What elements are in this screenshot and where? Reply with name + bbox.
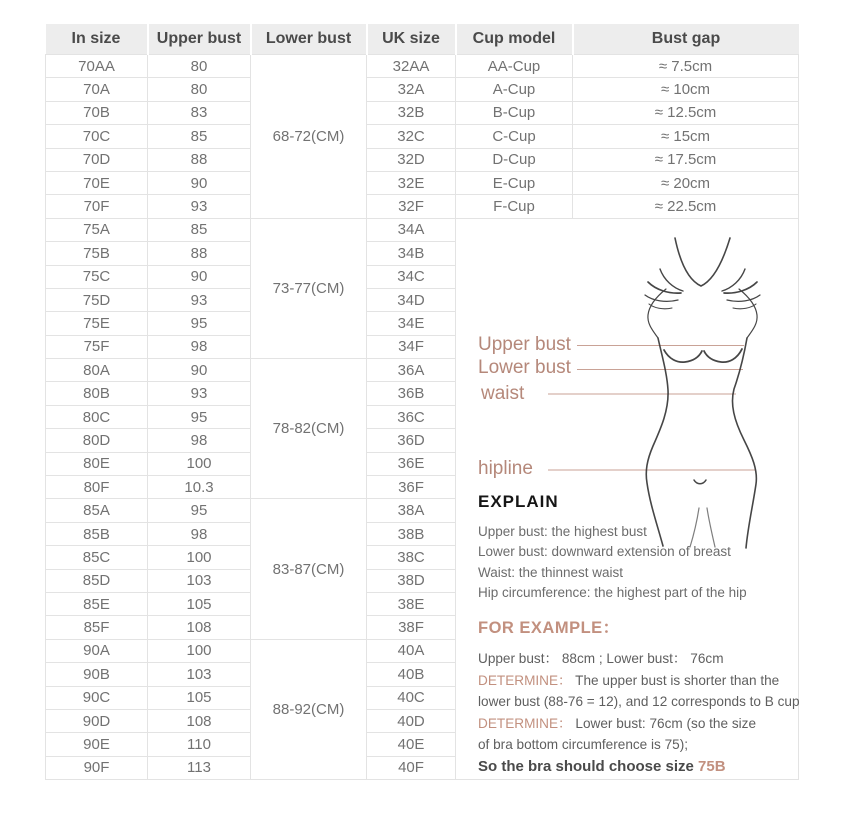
cell-in-size: 90A (46, 639, 148, 662)
cell-uk-size: 32D (367, 148, 456, 171)
cell-upper-bust: 95 (148, 499, 251, 522)
determine-2-line-1 (478, 713, 818, 735)
determine-2-label: DETERMINE： (478, 715, 572, 731)
cell-upper-bust: 88 (148, 148, 251, 171)
cell-uk-size: 36E (367, 452, 456, 475)
cell-uk-size: 34C (367, 265, 456, 288)
cell-lower-bust: 78-82(CM) (251, 359, 367, 499)
col-header-uk-size: UK size (367, 24, 456, 55)
cell-in-size: 85F (46, 616, 148, 639)
conclusion-size: 75B (698, 757, 726, 775)
table-row (46, 55, 799, 78)
cell-lower-bust: 73-77(CM) (251, 218, 367, 358)
cell-uk-size: 38C (367, 546, 456, 569)
cell-lower-bust: 88-92(CM) (251, 639, 367, 779)
cell-bust-gap: ≈ 10cm (573, 78, 799, 101)
label-hipline: hipline (478, 458, 533, 479)
cell-uk-size: 36F (367, 476, 456, 499)
conclusion-text: So the bra should choose size (478, 757, 699, 775)
cell-bust-gap: ≈ 22.5cm (573, 195, 799, 218)
table-row (46, 148, 799, 171)
cell-in-size: 80E (46, 452, 148, 475)
cell-upper-bust: 113 (148, 756, 251, 779)
cell-upper-bust: 93 (148, 288, 251, 311)
cell-in-size: 90D (46, 709, 148, 732)
cell-bust-gap: ≈ 12.5cm (573, 101, 799, 124)
table-header-row (46, 24, 799, 55)
cell-in-size: 70F (46, 195, 148, 218)
example-section (478, 614, 818, 778)
cell-in-size: 80C (46, 405, 148, 428)
cell-upper-bust: 105 (148, 592, 251, 615)
determine-2-text: Lower bust: 76cm (so the size (571, 715, 757, 731)
cell-uk-size: 34E (367, 312, 456, 335)
table-row (46, 78, 799, 101)
cell-in-size: 80A (46, 359, 148, 382)
cell-upper-bust: 80 (148, 78, 251, 101)
cell-uk-size: 40E (367, 733, 456, 756)
cell-in-size: 70AA (46, 55, 148, 78)
cell-upper-bust: 93 (148, 382, 251, 405)
cell-uk-size: 38A (367, 499, 456, 522)
cell-upper-bust: 108 (148, 616, 251, 639)
determine-1-line-1 (478, 670, 818, 692)
explain-line: Lower bust: downward extension of breast (478, 544, 731, 560)
example-measurements: Upper bust： 88cm ; Lower bust： 76cm (478, 651, 724, 666)
label-lower-bust: Lower bust (478, 357, 571, 378)
cell-upper-bust: 105 (148, 686, 251, 709)
cell-in-size: 70A (46, 78, 148, 101)
cell-uk-size: 32F (367, 195, 456, 218)
cell-in-size: 80B (46, 382, 148, 405)
cell-in-size: 70B (46, 101, 148, 124)
cell-upper-bust: 103 (148, 663, 251, 686)
cell-in-size: 85B (46, 522, 148, 545)
cell-uk-size: 32C (367, 125, 456, 148)
cell-in-size: 85C (46, 546, 148, 569)
table-row (46, 125, 799, 148)
cell-in-size: 75B (46, 242, 148, 265)
cell-upper-bust: 100 (148, 639, 251, 662)
cell-upper-bust: 90 (148, 359, 251, 382)
cell-upper-bust: 83 (148, 101, 251, 124)
explain-line: Waist: the thinnest waist (478, 564, 624, 580)
cell-lower-bust: 83-87(CM) (251, 499, 367, 639)
table-row (46, 171, 799, 194)
cell-upper-bust: 98 (148, 522, 251, 545)
cell-in-size: 75C (46, 265, 148, 288)
col-header-lower-bust: Lower bust (251, 24, 367, 55)
explain-lines (478, 522, 808, 604)
table-row (46, 218, 799, 241)
explain-line: Hip circumference: the highest part of the hip (478, 585, 747, 601)
determine-1-line-2: lower bust (88-76 = 12), and 12 corresponds to B cup (478, 694, 800, 709)
cell-in-size: 75D (46, 288, 148, 311)
cell-upper-bust: 103 (148, 569, 251, 592)
cell-uk-size: 36A (367, 359, 456, 382)
cell-uk-size: 32B (367, 101, 456, 124)
cell-uk-size: 34A (367, 218, 456, 241)
cell-uk-size: 38F (367, 616, 456, 639)
example-lines (478, 648, 818, 778)
cell-upper-bust: 93 (148, 195, 251, 218)
cell-bust-gap: ≈ 15cm (573, 125, 799, 148)
cell-cup-model: B-Cup (456, 101, 573, 124)
cell-cup-model: D-Cup (456, 148, 573, 171)
cell-uk-size: 40D (367, 709, 456, 732)
cell-upper-bust: 90 (148, 171, 251, 194)
cell-in-size: 90E (46, 733, 148, 756)
label-waist: waist (481, 383, 525, 404)
cell-upper-bust: 10.3 (148, 476, 251, 499)
cell-upper-bust: 108 (148, 709, 251, 732)
label-upper-bust: Upper bust (478, 334, 571, 355)
cell-upper-bust: 98 (148, 429, 251, 452)
cell-upper-bust: 85 (148, 218, 251, 241)
determine-2-line-2: of bra bottom circumference is 75); (478, 737, 689, 752)
cell-in-size: 90F (46, 756, 148, 779)
cell-upper-bust: 88 (148, 242, 251, 265)
explain-line: Upper bust: the highest bust (478, 524, 647, 539)
cell-bust-gap: ≈ 17.5cm (573, 148, 799, 171)
cell-uk-size: 40C (367, 686, 456, 709)
cell-uk-size: 32A (367, 78, 456, 101)
cell-in-size: 80F (46, 476, 148, 499)
cell-in-size: 90C (46, 686, 148, 709)
determine-1-text: The upper bust is shorter than the (571, 672, 780, 688)
cell-in-size: 85A (46, 499, 148, 522)
cell-in-size: 90B (46, 663, 148, 686)
cell-uk-size: 40B (367, 663, 456, 686)
cell-in-size: 85E (46, 592, 148, 615)
cell-in-size: 75F (46, 335, 148, 358)
cell-upper-bust: 80 (148, 55, 251, 78)
cell-uk-size: 32E (367, 171, 456, 194)
cell-upper-bust: 95 (148, 405, 251, 428)
cell-uk-size: 40F (367, 756, 456, 779)
conclusion-line (478, 756, 818, 778)
col-header-in-size: In size (46, 24, 148, 55)
table-row (46, 195, 799, 218)
col-header-bust-gap: Bust gap (573, 24, 799, 55)
explain-title: EXPLAIN (478, 492, 559, 511)
cell-lower-bust: 68-72(CM) (251, 55, 367, 219)
cell-in-size: 80D (46, 429, 148, 452)
cell-in-size: 70D (46, 148, 148, 171)
cell-bust-gap: ≈ 7.5cm (573, 55, 799, 78)
cell-uk-size: 38B (367, 522, 456, 545)
cell-uk-size: 36C (367, 405, 456, 428)
cell-upper-bust: 90 (148, 265, 251, 288)
col-header-cup-model: Cup model (456, 24, 573, 55)
cell-in-size: 75A (46, 218, 148, 241)
col-header-upper-bust: Upper bust (148, 24, 251, 55)
cell-uk-size: 32AA (367, 55, 456, 78)
cell-uk-size: 36B (367, 382, 456, 405)
cell-cup-model: F-Cup (456, 195, 573, 218)
cell-in-size: 70E (46, 171, 148, 194)
cell-uk-size: 38D (367, 569, 456, 592)
cell-uk-size: 36D (367, 429, 456, 452)
cell-cup-model: C-Cup (456, 125, 573, 148)
cell-in-size: 85D (46, 569, 148, 592)
explain-section (478, 492, 808, 604)
cell-uk-size: 34D (367, 288, 456, 311)
cell-upper-bust: 100 (148, 546, 251, 569)
cell-uk-size: 34F (367, 335, 456, 358)
example-title: FOR EXAMPLE： (478, 619, 620, 637)
cell-uk-size: 38E (367, 592, 456, 615)
determine-1-label: DETERMINE： (478, 672, 572, 688)
cell-cup-model: AA-Cup (456, 55, 573, 78)
cell-upper-bust: 100 (148, 452, 251, 475)
cell-upper-bust: 85 (148, 125, 251, 148)
cell-cup-model: A-Cup (456, 78, 573, 101)
cell-in-size: 70C (46, 125, 148, 148)
table-row (46, 101, 799, 124)
cell-upper-bust: 95 (148, 312, 251, 335)
cell-cup-model: E-Cup (456, 171, 573, 194)
cell-in-size: 75E (46, 312, 148, 335)
cell-upper-bust: 98 (148, 335, 251, 358)
cell-bust-gap: ≈ 20cm (573, 171, 799, 194)
cell-uk-size: 40A (367, 639, 456, 662)
cell-uk-size: 34B (367, 242, 456, 265)
cell-upper-bust: 110 (148, 733, 251, 756)
